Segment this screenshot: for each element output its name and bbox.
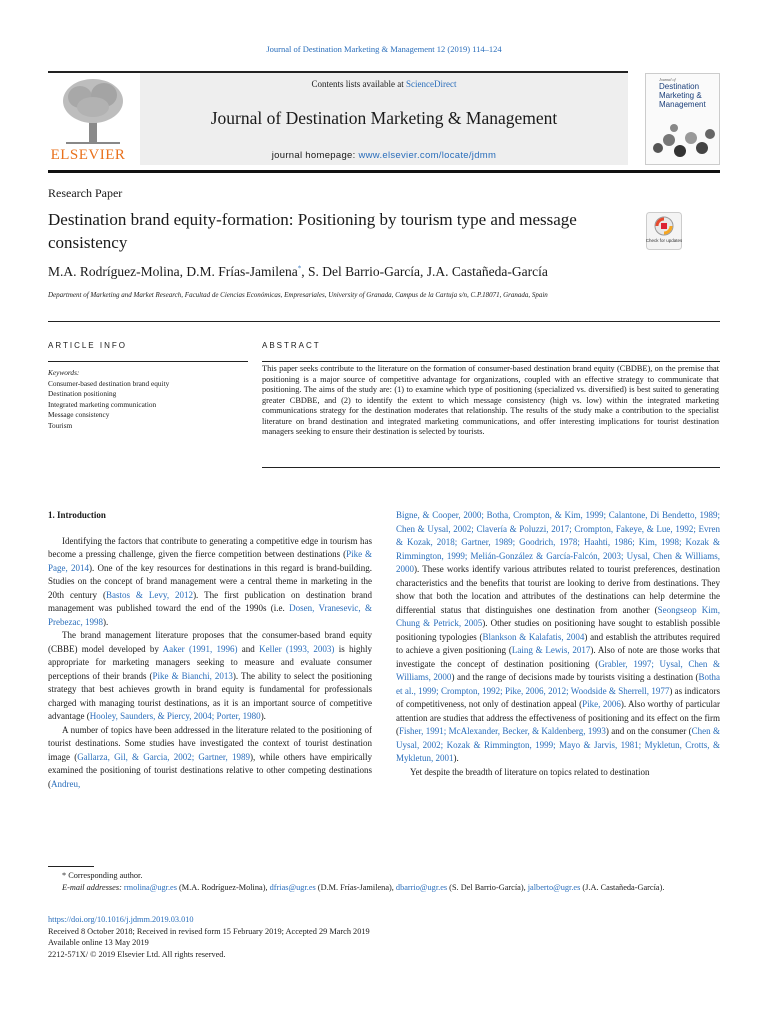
abstract-text: This paper seeks contribute to the literature on the formation of consumer-based destination brand equity (CBDBE), on the premise that positioning is a major source of competitive advantage for organizations, coupled with an effective strategy to communicate that positioning. The aims of the study are: (1) to examine which type of positioning (specialized vs. diversified) is best suited to generating greater CBDBE, and (2) to identify the extent to which message consistency (high vs. low) within the integrated marketing communications strategy for the destination moderates that relationship. The results of the study make a contribution to the specialist literature on brand destination and integrated marketing communications, and offer interesting implications for tourist destination managers seeking to ensure their destination is selected by tourists. — [262, 364, 719, 437]
keywords-label: Keywords: — [48, 368, 80, 377]
authors-first: M.A. Rodríguez-Molina, D.M. Frías-Jamilena — [48, 264, 298, 279]
reference-link[interactable]: Blankson & Kalafatis, 2004 — [482, 631, 585, 642]
reference-link[interactable]: Gallarza, Gil, & Garcia, 2002; Gartner, 1989 — [77, 751, 250, 762]
affiliation: Department of Marketing and Market Research, Facultad de Ciencias Económicas, Empresariales, University of Granada, Campus de la Cartuja s/n, C.P.18071, Granada, Spain — [48, 291, 548, 299]
cover-title-line-3: Management — [659, 100, 706, 109]
reference-link[interactable]: Seongseop Kim, Chung & Petrick, 2005 — [396, 604, 721, 628]
text-run: (M.A. Rodríguez-Molina), — [176, 882, 270, 892]
section-heading: 1. Introduction — [48, 510, 106, 520]
reference-link[interactable]: Hooley, Saunders, & Piercy, 2004; Porter, 1980 — [89, 711, 261, 721]
corresponding-note: * Corresponding author. — [62, 871, 143, 880]
keyword-item: Consumer-based destination brand equity — [48, 378, 170, 388]
cover-title-line-1: Destination — [659, 82, 700, 91]
text-run: ). — [102, 616, 109, 627]
email-runs — [124, 883, 665, 892]
text-run: ). One of the key resources for destinations in this regard is brand-building. Studies on the concept of brand management were a central theme in marketing in the 20th century ( — [48, 562, 372, 600]
homepage-link[interactable]: www.elsevier.com/locate/jdmm — [358, 150, 497, 161]
footnote-rule — [48, 866, 94, 867]
homepage-line — [140, 150, 628, 161]
abstract-rule-top — [262, 361, 720, 362]
keyword-item: Tourism — [48, 420, 73, 430]
reference-link[interactable]: Dosen, Vranesevic, & Prebezac, 1998 — [48, 603, 372, 627]
text-run: ). The first publication on destination brand management was published toward the end of the 1990s (i.e. — [48, 589, 372, 613]
body-right-column — [396, 509, 720, 779]
elsevier-wordmark: ELSEVIER — [50, 147, 126, 163]
header-rule-bottom — [48, 170, 720, 173]
paper-title: Destination brand equity-formation: Positioning by tourism type and message consistency — [48, 210, 577, 252]
reference-link[interactable]: Keller (1993, 2003) — [259, 643, 335, 654]
contents-line — [140, 79, 628, 89]
elsevier-tree-icon — [58, 77, 128, 145]
paragraph — [48, 724, 372, 792]
reference-link[interactable]: rmolina@ugr.es — [123, 882, 177, 892]
paragraph — [396, 766, 720, 780]
text-run: and — [237, 643, 260, 654]
text-run: (S. Del Barrio-García), — [447, 882, 528, 892]
text-run: ). These works identify various attributes related to tourist preferences, destination characteristics and the benefits that tourist are looking to derive from destinations. They show that both the location and attributes of the destinations can help determine the differential status that distinguishes one destination from another ( — [396, 564, 720, 615]
journal-title: Journal of Destination Marketing & Management — [210, 108, 558, 128]
journal-citation[interactable]: Journal of Destination Marketing & Management 12 (2019) 114–124 — [266, 44, 502, 54]
check-for-updates-icon — [646, 212, 682, 250]
text-run: ). Also of note are those works that investigate the concept of destination positioning ( — [396, 645, 720, 669]
title-block-rule — [48, 321, 720, 322]
reference-link[interactable]: Bigne, & Cooper, 2000; Botha, Crompton, & Kim, 1999; Calantone, Di Bendetto, 1989; Chen & Uysal, 2002; Clavería & Poluzzi, 2017; Crompton, Fakeye, & Lue, 1992; Evren & Kozak, 2018; Gartner, 1989; Goodrich, 1978; Haahti, 1986; Kim, 1998; Kozak & Rimmington, 1999; Melián-González & García-Falcón, 2003; Uysal, Chen & Williams, 2000 — [396, 510, 720, 574]
article-info-rule — [48, 361, 248, 362]
reference-link[interactable]: dfrias@ugr.es — [269, 882, 316, 892]
text-run: ). Also worthy of particular attention are studies that address the effectiveness of positioning and its effect on the firm ( — [396, 699, 720, 736]
text-run: ) and establish the attributes required to achieve a given positioning ( — [396, 631, 720, 655]
text-run: ). — [453, 753, 459, 763]
reference-link[interactable]: Pike & Bianchi, 2013 — [152, 670, 233, 681]
text-run: ). The ability to select the positioning strategy that best achieves growth in brand equity is fundamental for professionals charged with managing tourist destinations, as it is an important source of competitive advantage ( — [48, 670, 373, 721]
text-run: ) and the range of decisions made by tourists visiting a destination ( — [451, 672, 699, 682]
abstract-heading: ABSTRACT — [262, 341, 321, 350]
cover-small-text: Journal of — [659, 77, 676, 82]
paragraph — [396, 509, 720, 766]
reference-link[interactable]: Chen & Uysal, 2002; Kozak & Rimmington, 1999; Mayo & Jarvis, 1981; Mykletun, Crotts, & Mykletun, 2001 — [396, 726, 720, 763]
contents-prefix: Contents lists available at — [311, 79, 406, 89]
reference-link[interactable]: Grabler, 1997; Uysal, Chen & Williams, 2000 — [396, 658, 720, 682]
authors — [48, 264, 548, 280]
check-for-updates-badge[interactable] — [646, 212, 682, 250]
keywords-block — [48, 368, 228, 431]
text-run: The brand management literature proposes that the consumer-based brand equity (CBBE) model developed by — [48, 630, 372, 654]
keyword-item: Message consistency — [48, 410, 110, 419]
authors-rest: , S. Del Barrio-García, J.A. Castañeda-García — [301, 264, 548, 279]
corresponding-mark[interactable]: * — [297, 264, 302, 273]
journal-cover — [645, 73, 720, 165]
reference-link[interactable]: Bastos & Levy, 2012 — [105, 589, 194, 600]
text-run: ). — [260, 711, 266, 721]
text-run: is highly appropriate for marketing managers seeking to measure and evaluate consumer perceptions of their brands ( — [48, 643, 373, 681]
doi-link[interactable]: https://doi.org/10.1016/j.jdmm.2019.03.010 — [48, 915, 194, 924]
abstract-rule-bottom — [262, 467, 720, 468]
article-meta — [48, 914, 720, 960]
text-run: Yet despite the breadth of literature on topics related to destination — [410, 766, 650, 777]
homepage-label: journal homepage: — [271, 150, 359, 161]
keyword-item: Integrated marketing communication — [48, 399, 157, 409]
email-line — [48, 882, 720, 894]
body-left-column — [48, 509, 372, 791]
paragraph — [48, 535, 372, 630]
reference-link[interactable]: Pike, 2006 — [582, 699, 621, 709]
text-run: A number of topics have been addressed in the literature related to the positioning of tourist destinations. Some studies have investigated the context of tourist destination image ( — [48, 724, 372, 762]
reference-link[interactable]: Pike & Page, 2014 — [48, 549, 372, 573]
publisher-logo — [48, 73, 138, 165]
reference-link[interactable]: Laing & Lewis, 2017 — [511, 645, 591, 655]
footnote — [48, 870, 720, 893]
keyword-item: Destination positioning — [48, 389, 117, 398]
reference-link[interactable]: dbarrio@ugr.es — [395, 882, 448, 892]
available-online: Available online 13 May 2019 — [48, 938, 149, 947]
email-label: E-mail addresses: — [62, 882, 124, 892]
received-dates: Received 8 October 2018; Received in revised form 15 February 2019; Accepted 29 March 2019 — [48, 926, 370, 936]
text-run: ), while others have empirically examined the positioning of tourist destinations relative to other competing destinations ( — [48, 751, 372, 789]
article-info-heading: ARTICLE INFO — [48, 341, 127, 350]
check-badge-label: Check for updates — [646, 238, 682, 243]
reference-link[interactable]: jalberto@ugr.es — [527, 882, 581, 892]
reference-link[interactable]: Fisher, 1991; McAlexander, Becker, & Kaldenberg, 1993 — [399, 726, 606, 736]
text-run: Identifying the factors that contribute to generating a competitive edge in tourism has become a pressing challenge, given the fierce competition between destinations ( — [48, 535, 372, 559]
reference-link[interactable]: Botha et al., 1999; Crompton, 1992; Pike, 2006, 2012; Woodside & Sherrell, 1977 — [396, 672, 720, 696]
sciencedirect-link[interactable]: ScienceDirect — [406, 79, 457, 89]
text-run: ) as indicators of competitiveness, not only of destination appeal ( — [396, 685, 721, 709]
copyright: 2212-571X/ © 2019 Elsevier Ltd. All rights reserved. — [48, 949, 226, 959]
cover-image — [650, 118, 716, 162]
text-run: (D.M. Frías-Jamilena), — [315, 882, 396, 892]
text-run: ) and on the consumer ( — [605, 726, 692, 736]
reference-link[interactable]: Andreu, — [51, 778, 81, 789]
reference-link[interactable]: Aaker (1991, 1996) — [162, 643, 238, 654]
text-run: (J.A. Castañeda-García). — [580, 882, 665, 892]
text-run: ). Other studies on positioning have sought to establish possible positioning typologies ( — [396, 618, 720, 642]
paper-type: Research Paper — [48, 186, 123, 200]
cover-title-line-2: Marketing & — [659, 91, 702, 100]
paragraph — [48, 629, 372, 724]
cover-title — [659, 82, 706, 109]
